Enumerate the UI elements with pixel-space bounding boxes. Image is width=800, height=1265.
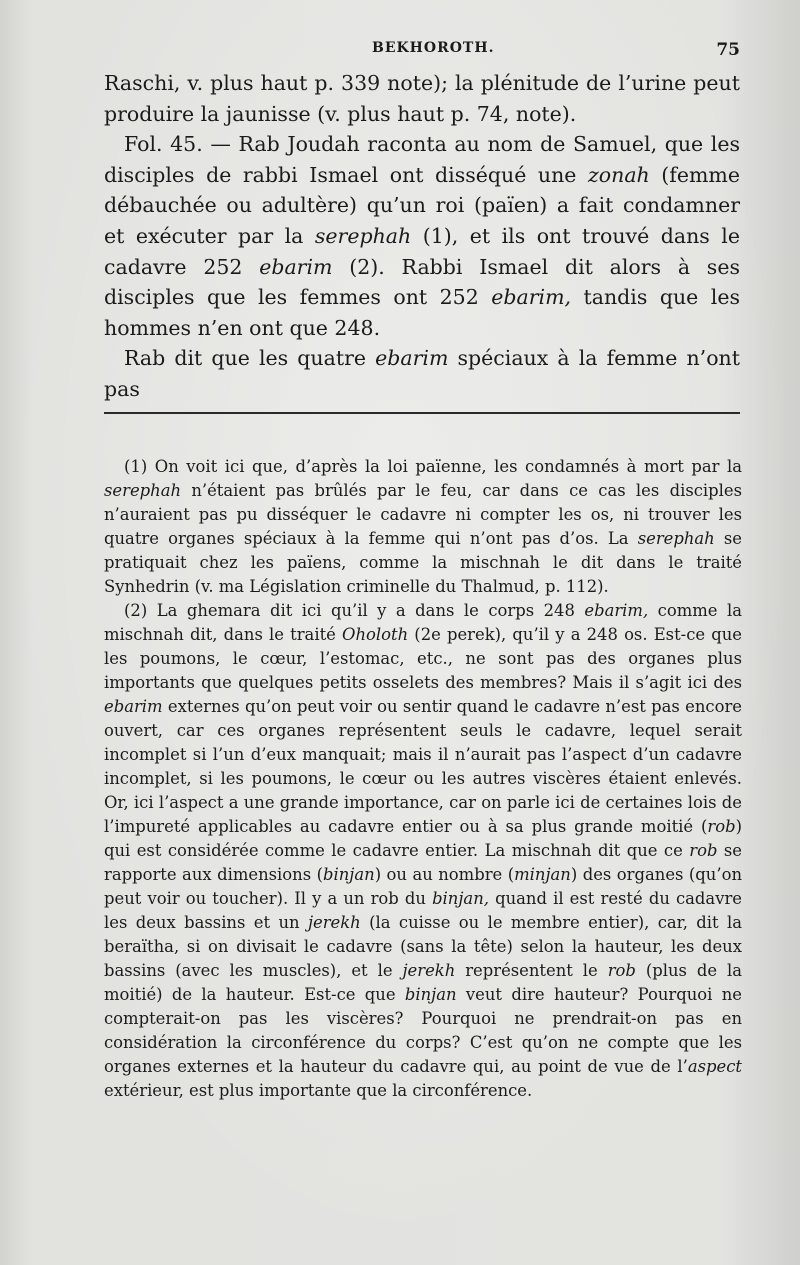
- text-run: extérieur, est plus importante que la circonférence.: [104, 1081, 533, 1100]
- text-run: spéciaux à la femme n’ont pas: [104, 346, 740, 401]
- italic-term: serephah: [104, 481, 182, 500]
- text-run: veut dire hauteur? Pourquoi ne compterait-on pas les viscères? Pourquoi ne prendrait-on pas en considération la circonférence du corps? C’est qu’on ne compte que les organes externes et la hauteur du cadavre qui, au point de vue de l’: [104, 985, 742, 1076]
- text-run: Rab dit que les quatre: [124, 346, 376, 371]
- text-run: ) des organes (qu’on peut voir ou toucher). Il y a un rob du: [104, 865, 742, 908]
- italic-term: ebarim: [104, 697, 163, 716]
- main-text: [104, 68, 740, 405]
- footnote-2: [104, 599, 742, 1103]
- text-run: (2) La ghemara dit ici qu’il y a dans le corps 248: [124, 601, 585, 620]
- italic-term: binjan,: [432, 889, 489, 908]
- footnotes: [104, 455, 742, 1103]
- text-run: Raschi, v. plus haut p. 339 note); la plénitude de l’urine peut produire la jaunisse (v. plus haut p. 74, note).: [104, 71, 740, 126]
- text-run: (plus de la moitié) de la hauteur. Est-ce que: [104, 961, 743, 1004]
- text-run: se pratiquait chez les païens, comme la mischnah le dit dans le traité Synhedrin (v. ma Législation criminelle du Thalmud, p. 112).: [104, 529, 742, 596]
- paragraph-2: [104, 129, 740, 343]
- paragraph-3: [104, 343, 740, 404]
- italic-term: binjan: [404, 985, 457, 1004]
- text-run: n’étaient pas brûlés par le feu, car dans ce cas les disciples n’auraient pas pu disséquer le cadavre ni compter les os, ni trouver les quatre organes spéciaux à la femme qui n’ont pas d’os. La: [104, 481, 742, 548]
- text-run: se rapporte aux dimensions (: [104, 841, 742, 884]
- italic-term: rob: [689, 841, 718, 860]
- text-run: (femme débauchée ou adultère) qu’un roi (païen) a fait condamner et exécuter par la: [104, 162, 741, 248]
- italic-term: jerekh: [307, 913, 361, 932]
- italic-term: Oholoth: [342, 625, 409, 644]
- paragraph-1: [104, 68, 740, 129]
- footnote-separator: [104, 412, 740, 414]
- page-number: 75: [716, 40, 740, 60]
- text-run: externes qu’on peut voir ou sentir quand le cadavre n’est pas encore ouvert, car ces organes représentent seuls le cadavre, lequel serait incomplet si l’un d’eux manquait; mais il n’aurait pas l’aspect d’un cadavre incomplet, si les poumons, le cœur ou les autres viscères étaient enlevés. Or, ici l’aspect a une grande importance, car on parle ici de certaines lois de l’impureté applicables au cadavre entier ou à sa plus grande moitié (: [104, 697, 742, 836]
- text-run: Fol. 45. — Rab Joudah raconta au nom de Samuel, que les disciples de rabbi Ismael ont disséqué une: [104, 132, 740, 187]
- text-run: tandis que les hommes n’en ont que 248.: [104, 285, 740, 340]
- italic-term: ebarim: [375, 346, 449, 371]
- italic-term: ebarim: [259, 254, 333, 279]
- italic-term: rob: [607, 961, 636, 980]
- text-run: quand il est resté du cadavre les deux bassins et un: [104, 889, 742, 932]
- text-run: (la cuisse ou le membre entier), car, dit la beraïtha, si on divisait le cadavre (sans la tête) selon la hauteur, les deux bassins (avec les muscles), et le: [104, 913, 743, 980]
- italic-term: serephah: [637, 529, 715, 548]
- text-run: (1), et ils ont trouvé dans le cadavre 252: [104, 223, 740, 279]
- text-run: représentent le: [455, 961, 608, 980]
- italic-term: binjan: [322, 865, 375, 884]
- italic-term: serephah: [314, 223, 412, 248]
- text-run: (2). Rabbi Ismael dit alors à ses disciples que les femmes ont 252: [104, 254, 740, 310]
- text-run: (2e perek), qu’il y a 248 os. Est-ce que les poumons, le cœur, l’estomac, etc., ne sont pas des organes plus importants que quelques petits osselets des membres? Mais il s’agit ici des: [104, 625, 742, 692]
- italic-term: minjan: [514, 865, 571, 884]
- italic-term: aspect: [687, 1057, 742, 1076]
- italic-term: ebarim,: [491, 285, 572, 310]
- text-run: ) qui est considérée comme le cadavre entier. La mischnah dit que ce: [104, 817, 742, 860]
- running-title: BEKHOROTH.: [372, 40, 495, 56]
- italic-term: ebarim,: [584, 601, 649, 620]
- running-header: [104, 40, 740, 64]
- text-run: comme la mischnah dit, dans le traité: [104, 601, 742, 644]
- italic-term: rob: [707, 817, 736, 836]
- italic-term: zonah: [587, 162, 650, 187]
- text-run: (1) On voit ici que, d’après la loi païenne, les condamnés à mort par la: [124, 457, 742, 476]
- italic-term: jerekh: [402, 961, 456, 980]
- text-run: ) ou au nombre (: [374, 865, 515, 884]
- footnote-1: [104, 455, 742, 599]
